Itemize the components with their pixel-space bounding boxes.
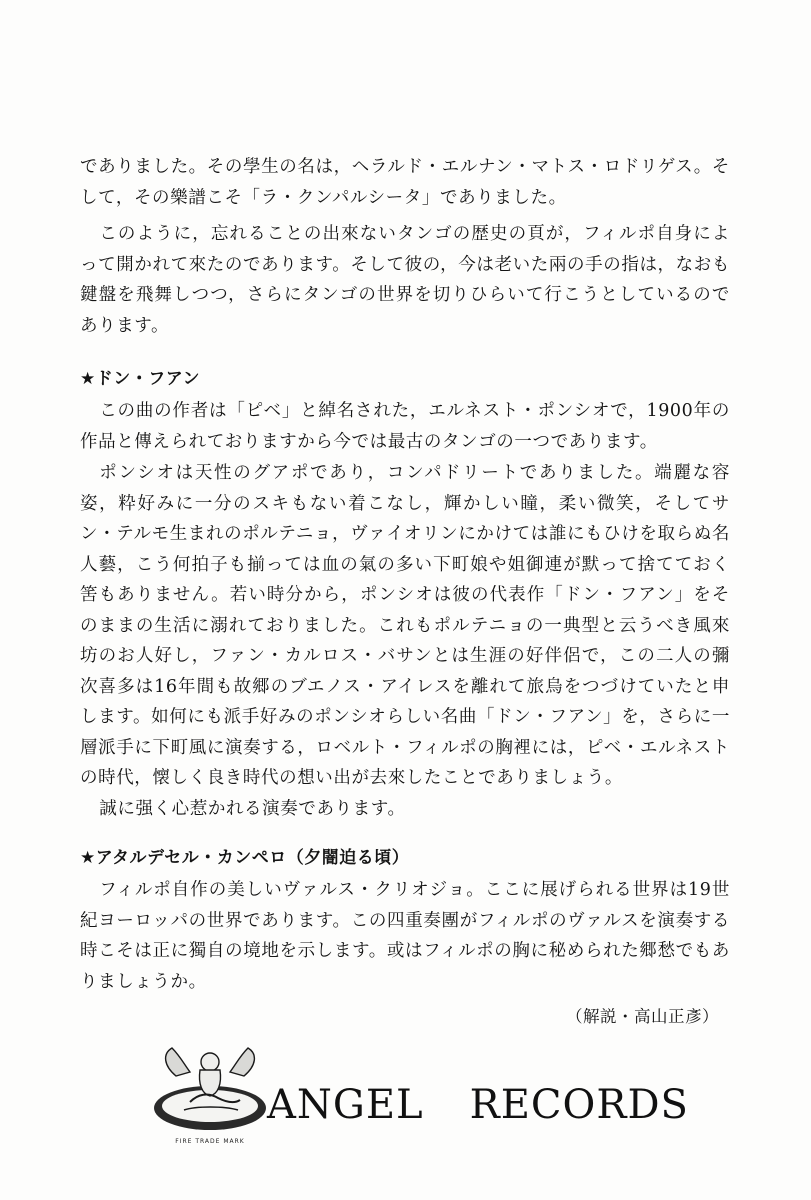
section-heading-atardecer: ★アタルデセル・カンペロ（夕闇迫る頃） xyxy=(80,848,410,868)
intro-paragraph-2: このように，忘れることの出來ないタンゴの歴史の頁が，フィルポ自身によって開かれて來たのであります。そして彼の，今は老いた兩の手の指は，なおも鍵盤を飛舞しつつ，さらにタンゴの世界を切りひらいて行こうとしているのであります。 xyxy=(80,224,730,336)
atardecer-paragraph-1: フィルポ自作の美しいヴァルス・クリオジョ。ここに展げられる世界は19世紀ヨーロッパの世界であります。この四重奏團がフィルポのヴァルスを演奏する時こそは正に獨自の境地を示します。或はフィルポの胸に秘められた郷愁でもありましょうか。 xyxy=(80,880,730,992)
don-juan-paragraph-1: この曲の作者は「ピベ」と綽名された，エルネスト・ポンシオで，1900年の作品と傳えられておりますから今では最古のタンゴの一つであります。 xyxy=(80,401,730,452)
section-don-juan xyxy=(80,364,730,824)
brand-word-angel: ANGEL xyxy=(267,1082,424,1128)
don-juan-paragraph-2: ポンシオは天性のグアポであり，コンパドリートでありました。端麗な容姿，粋好みに一分のスキもない着こなし，輝かしい瞳，柔い微笑，そしてサン・テルモ生まれのポルテニョ，ヴァイオリンにかけては誰にもひけを取らぬ名人藝，こう何拍子も揃っては血の氣の多い下町娘や姐御連が默って捨てておく筈もありません。若い時分から，ポンシオは彼の代表作「ドン・フアン」をそのままの生活に溺れておりました。これもポルテニョの一典型と云うべき風來坊のお人好し，ファン・カルロス・バサンとは生涯の好伴侶で，この二人の彌次喜多は16年間も故郷のブエノス・アイレスを離れて旅烏をつづけていたと申します。如何にも派手好みのポンシオらしい名曲「ドン・フアン」を，さらに一層派手に下町風に演奏する，ロベルト・フィルポの胸裡には，ピベ・エルネストの時代，懐しく良き時代の想い出が去來したことでありましょう。 xyxy=(80,463,730,788)
section-heading-don-juan: ★ドン・フアン xyxy=(80,369,201,389)
intro-paragraph-1: でありました。その學生の名は，ヘラルド・エルナン・マトス・ロドリゲス。そして，その樂譜こそ「ラ・クンパルシータ」でありました。 xyxy=(80,157,730,208)
don-juan-paragraph-3: 誠に强く心惹かれる演奏であります。 xyxy=(99,798,406,819)
angel-records-wordmark xyxy=(267,1082,689,1128)
brand-word-records: RECORDS xyxy=(469,1082,689,1128)
intro-section xyxy=(80,152,730,341)
section-atardecer xyxy=(80,843,730,997)
angel-emblem-icon xyxy=(150,1040,270,1150)
commentary-credit: （解説・高山正彥） xyxy=(566,1007,719,1026)
emblem-text: FIRE TRADE MARK xyxy=(175,1138,245,1145)
